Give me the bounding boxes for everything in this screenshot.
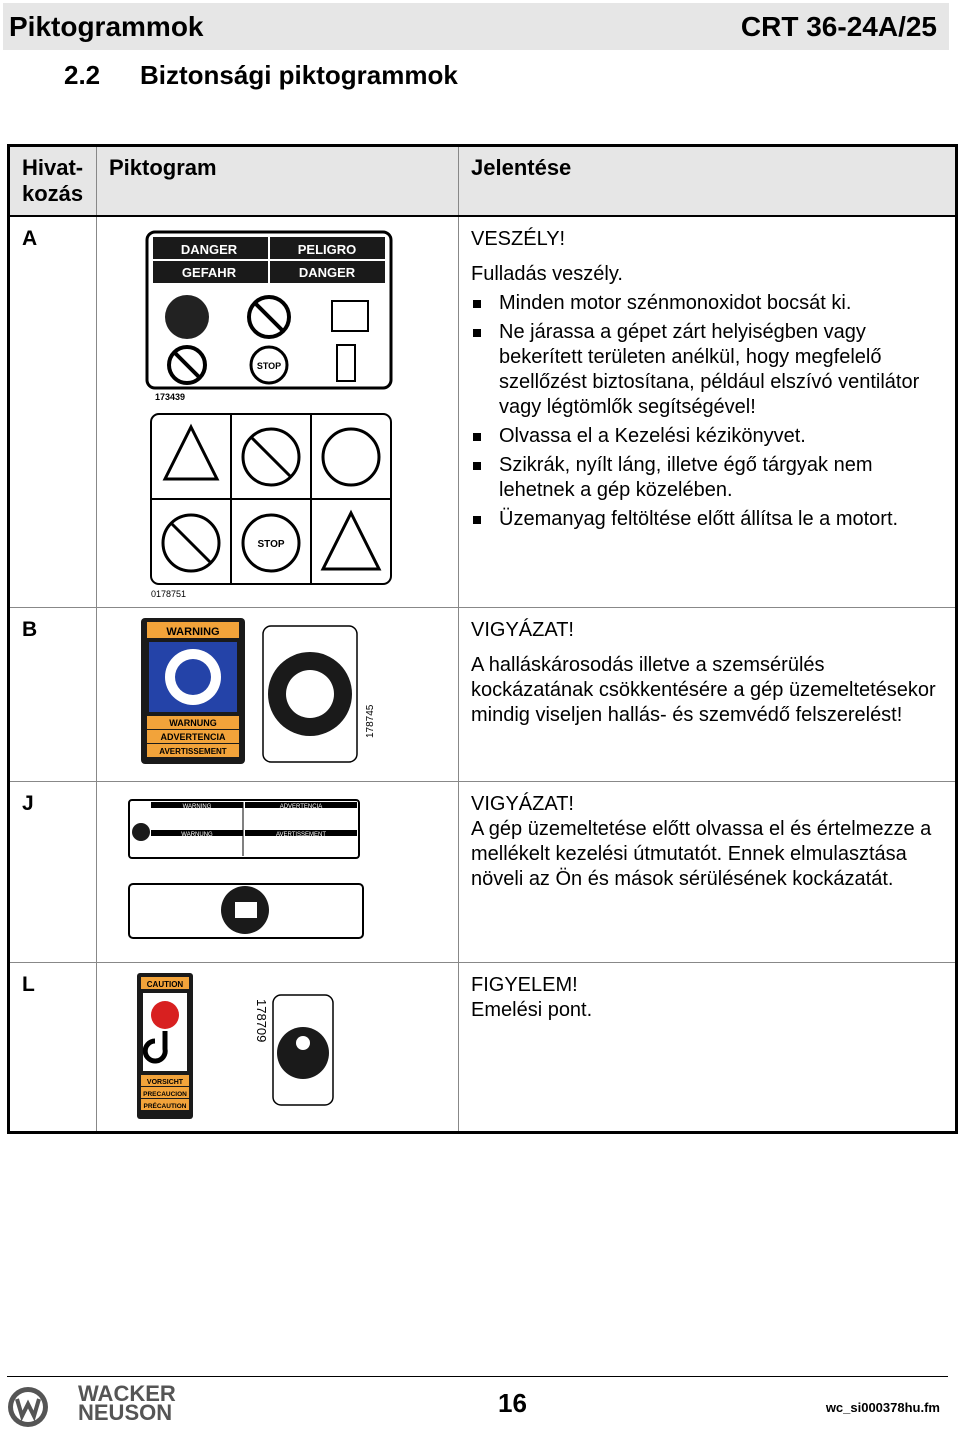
label-danger-fr: DANGER — [298, 265, 356, 280]
meaning-bullet-list — [471, 291, 943, 532]
meaning-title: VIGYÁZAT! — [471, 619, 574, 641]
file-name: wc_si000378hu.fm — [825, 1400, 940, 1415]
label-precaution: PRÉCAUTION — [143, 1103, 187, 1110]
fuel-triangle-icon — [323, 513, 379, 569]
gas-person-icon — [165, 295, 209, 339]
list-item: Üzemanyag feltöltése előtt állítsa le a motort. — [471, 507, 943, 532]
code-178745: 178745 — [365, 704, 376, 738]
label-gefahr: GEFAHR — [181, 265, 237, 280]
section-number: 2.2 — [64, 60, 101, 90]
meaning-cell — [459, 963, 957, 1133]
wacker-neuson-logo-icon — [6, 1385, 50, 1429]
meaning-cell — [459, 782, 957, 963]
row-ref: J — [9, 782, 97, 963]
label-danger: DANGER — [180, 242, 238, 257]
meaning-title: VIGYÁZAT! — [471, 793, 574, 815]
chapter-title: Piktogrammok — [9, 11, 204, 42]
meaning-title: FIGYELEM! — [471, 974, 578, 996]
list-item: Minden motor szénmonoxidot bocsát ki. — [471, 291, 943, 316]
label-precaucion: PRECAUCION — [143, 1091, 187, 1098]
header-ref: Hivat- kozás — [9, 146, 97, 217]
header-meaning: Jelentése — [459, 146, 957, 217]
label-advertencia: ADVERTENCIA — [279, 804, 323, 810]
label-warnung: WARNUNG — [181, 832, 213, 838]
code-0178751: 0178751 — [151, 589, 187, 599]
warning-triangle-icon — [165, 427, 217, 479]
code-178709: 178709 — [254, 999, 269, 1043]
model-title: CRT 36-24A/25 — [740, 11, 937, 42]
bullet-icon — [473, 516, 481, 524]
bullet-icon — [473, 433, 481, 441]
list-item: Olvassa el a Kezelési kézikönyvet. — [471, 424, 943, 449]
bullet-icon — [473, 329, 481, 337]
bullet-icon — [473, 462, 481, 470]
meaning-text: A gép üzemeltetése előtt olvassa el és értelmezze a mellékelt kezelési útmutatót. Ennek elmulasztása növeli az Ön és mások sérülésének kockázatát. — [471, 818, 932, 890]
table-row — [9, 782, 957, 963]
fuel-pump-icon — [337, 345, 355, 381]
list-item: Ne járassa a gépet zárt helyiségben vagy bekerített területen anélkül, hogy megfelelő szellőzést biztosítana, például elszívó ventilátor vagy légtömlők segítségével! — [471, 320, 943, 420]
label-caution: CAUTION — [146, 980, 184, 989]
label-peligro: PELIGRO — [297, 242, 357, 257]
pictogram-cell — [97, 216, 459, 608]
pictogram-cell — [97, 782, 459, 963]
page-header — [3, 3, 949, 50]
row-ref: B — [9, 608, 97, 782]
meaning-text: Emelési pont. — [471, 999, 593, 1021]
label-warning: WARNING — [166, 626, 220, 638]
brand-name: WACKER NEUSON — [78, 1381, 176, 1425]
pictogram-cell — [97, 608, 459, 782]
row-ref: A — [9, 216, 97, 608]
table-row — [9, 963, 957, 1133]
section-title: Biztonsági piktogrammok — [140, 60, 458, 90]
bullet-icon — [473, 300, 481, 308]
footer-divider — [7, 1376, 948, 1377]
page-number: 16 — [498, 1388, 527, 1418]
label-vorsicht: VORSICHT — [146, 1079, 184, 1086]
lifting-point-decal-image — [97, 963, 457, 1126]
label-avertissement: AVERTISSEMENT — [275, 832, 327, 838]
table-row — [9, 216, 957, 608]
pictogram-table — [7, 144, 958, 1134]
list-item: Szikrák, nyílt láng, illetve égő tárgyak nem lehetnek a gép közelében. — [471, 453, 943, 503]
manual-icon — [332, 301, 368, 331]
lift-arrow-icon — [151, 1001, 179, 1029]
read-manual-icon — [323, 429, 379, 485]
ear-eye-protection-decal-image — [97, 608, 457, 776]
lifting-hook-icon — [277, 1027, 329, 1079]
read-manual-decal-image — [97, 782, 457, 957]
meaning-title: VESZÉLY! — [471, 228, 566, 250]
label-stop: STOP — [256, 361, 282, 371]
header-pictogram: Piktogram — [97, 146, 459, 217]
danger-decal-image — [97, 217, 457, 602]
label-warnung: WARNUNG — [169, 718, 217, 728]
table-header-row — [9, 146, 957, 217]
section-heading — [64, 60, 458, 91]
table-row — [9, 608, 957, 782]
meaning-cell — [459, 216, 957, 608]
read-manual-icon — [132, 823, 150, 841]
code-173439: 173439 — [155, 392, 186, 402]
meaning-cell — [459, 608, 957, 782]
label-warning: WARNING — [182, 804, 212, 810]
label-advertencia: ADVERTENCIA — [160, 732, 226, 742]
meaning-text: A halláskárosodás illetve a szemsérülés kockázatának csökkentésére a gép üzemeltetésekor mindig viseljen hallás- és szemvédő felszerelést! — [471, 654, 936, 726]
meaning-intro: Fulladás veszély. — [471, 263, 623, 285]
label-avertissement: AVERTISSEMENT — [159, 747, 227, 756]
label-stop-2: STOP — [257, 539, 285, 550]
pictogram-cell — [97, 963, 459, 1133]
row-ref: L — [9, 963, 97, 1133]
